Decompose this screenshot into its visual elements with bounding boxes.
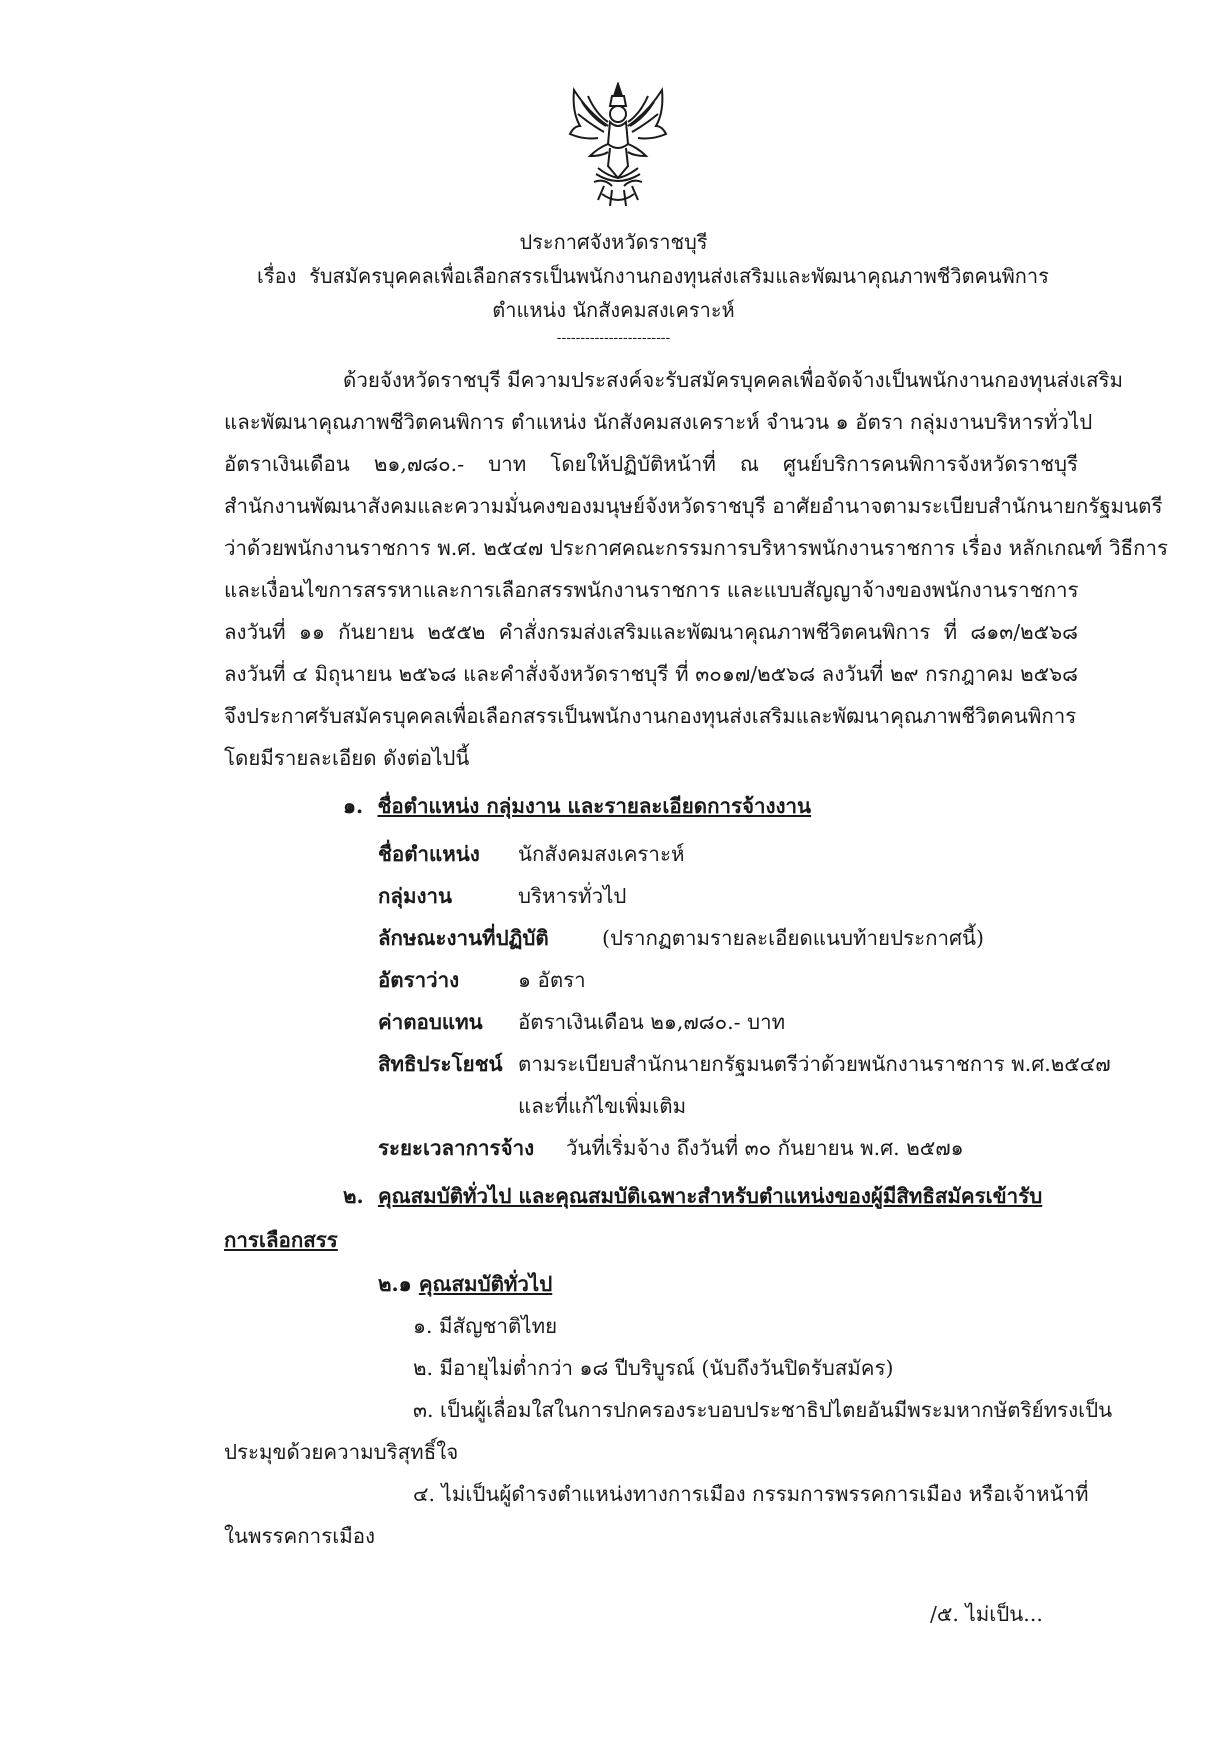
detail-value: อัตราเงินเดือน ๒๑,๗๘๐.- บาท — [518, 1010, 786, 1034]
detail-value: บริหารทั่วไป — [518, 884, 627, 908]
qualification-item-continued: ในพรรคการเมือง — [224, 1524, 376, 1548]
intro-line-4: สำนักงานพัฒนาสังคมและความมั่นคงของมนุษย์จังหวัดราชบุรี อาศัยอำนาจตามระเบียบสำนักนายกรัฐมนตรี — [224, 494, 1163, 518]
intro-line-3: อัตราเงินเดือน ๒๑,๗๘๐.- บาท โดยให้ปฏิบัติหน้าที่ ณ ศูนย์บริการคนพิการจังหวัดราชบุรี — [224, 452, 1078, 476]
detail-label: ระยะเวลาการจ้าง — [378, 1136, 535, 1160]
section2-title: คุณสมบัติทั่วไป และคุณสมบัติเฉพาะสำหรับตำแหน่งของผู้มีสิทธิสมัครเข้ารับ — [377, 1184, 1043, 1208]
subsection-number: ๒.๑ — [378, 1272, 412, 1296]
qualification-item: ๒. มีอายุไม่ต่ำกว่า ๑๘ ปีบริบูรณ์ (นับถึงวันปิดรับสมัคร) — [413, 1356, 894, 1380]
continued-marker: /๕. ไม่เป็น... — [930, 1602, 1043, 1626]
intro-line-10: โดยมีรายละเอียด ดังต่อไปนี้ — [224, 746, 470, 770]
detail-value: ๑ อัตรา — [518, 968, 586, 992]
detail-label: ค่าตอบแทน — [378, 1010, 483, 1034]
detail-value: นักสังคมสงเคราะห์ — [518, 842, 685, 866]
detail-label: อัตราว่าง — [378, 968, 460, 992]
detail-value-continued: และที่แก้ไขเพิ่มเติม — [518, 1094, 687, 1118]
qualification-item: ๓. เป็นผู้เลื่อมใสในการปกครองระบอบประชาธิปไตยอันมีพระมหากษัตริย์ทรงเป็น — [413, 1398, 1113, 1422]
detail-label: สิทธิประโยชน์ — [378, 1052, 503, 1076]
detail-label: กลุ่มงาน — [378, 884, 453, 908]
intro-line-2: และพัฒนาคุณภาพชีวิตคนพิการ ตำแหน่ง นักสังคมสงเคราะห์ จำนวน ๑ อัตรา กลุ่มงานบริหารทั่วไป — [224, 410, 1093, 434]
intro-line-1: ด้วยจังหวัดราชบุรี มีความประสงค์จะรับสมัครบุคคลเพื่อจัดจ้างเป็นพนักงานกองทุนส่งเสริม — [343, 368, 1124, 392]
subject-label: เรื่อง — [257, 264, 297, 288]
title-divider: ------------------------ — [556, 330, 671, 346]
subsection-heading — [378, 1268, 552, 1301]
detail-label: ลักษณะงานที่ปฏิบัติ — [378, 926, 549, 950]
detail-value: วันที่เริ่มจ้าง ถึงวันที่ ๓๐ กันยายน พ.ศ. ๒๕๗๑ — [566, 1136, 964, 1160]
section1-title: ชื่อตำแหน่ง กลุ่มงาน และรายละเอียดการจ้างงาน — [377, 794, 812, 818]
position-line: ตำแหน่ง นักสังคมสงเคราะห์ — [492, 298, 735, 322]
intro-line-5: ว่าด้วยพนักงานราชการ พ.ศ. ๒๕๔๗ ประกาศคณะกรรมการบริหารพนักงานราชการ เรื่อง หลักเกณฑ์ วิธีการ — [224, 536, 1169, 560]
section2-title-continued: การเลือกสรร — [224, 1228, 338, 1252]
intro-line-8: ลงวันที่ ๔ มิถุนายน ๒๕๖๘ และคำสั่งจังหวัดราชบุรี ที่ ๓๐๑๗/๒๕๖๘ ลงวันที่ ๒๙ กรกฎาคม ๒๕๖๘ — [224, 662, 1078, 686]
subject-line — [257, 260, 1049, 292]
detail-value: (ปรากฏตามรายละเอียดแนบท้ายประกาศนี้) — [602, 926, 985, 950]
subject-text: รับสมัครบุคคลเพื่อเลือกสรรเป็นพนักงานกองทุนส่งเสริมและพัฒนาคุณภาพชีวิตคนพิการ — [309, 264, 1049, 288]
intro-line-6: และเงื่อนไขการสรรหาและการเลือกสรรพนักงานราชการ และแบบสัญญาจ้างของพนักงานราชการ — [224, 578, 1079, 602]
garuda-emblem — [568, 82, 668, 210]
intro-line-7: ลงวันที่ ๑๑ กันยายน ๒๕๕๒ คำสั่งกรมส่งเสริมและพัฒนาคุณภาพชีวิตคนพิการ ที่ ๘๑๓/๒๕๖๘ — [224, 620, 1078, 644]
intro-line-9: จึงประกาศรับสมัครบุคคลเพื่อเลือกสรรเป็นพนักงานกองทุนส่งเสริมและพัฒนาคุณภาพชีวิตคนพิการ — [224, 704, 1077, 728]
detail-value: ตามระเบียบสำนักนายกรัฐมนตรีว่าด้วยพนักงานราชการ พ.ศ.๒๕๔๗ — [518, 1052, 1111, 1076]
announcement-title: ประกาศจังหวัดราชบุรี — [519, 230, 708, 254]
section1-number: ๑. — [343, 794, 364, 818]
qualification-item: ๔. ไม่เป็นผู้ดำรงตำแหน่งทางการเมือง กรรมการพรรคการเมือง หรือเจ้าหน้าที่ — [413, 1482, 1089, 1506]
section2-number: ๒. — [343, 1184, 364, 1208]
detail-label: ชื่อตำแหน่ง — [378, 842, 480, 866]
qualification-item-continued: ประมุขด้วยความบริสุทธิ์ใจ — [224, 1440, 459, 1464]
section1-heading — [343, 790, 811, 823]
qualification-item: ๑. มีสัญชาติไทย — [413, 1314, 558, 1338]
subsection-title: คุณสมบัติทั่วไป — [418, 1272, 553, 1296]
section2-heading — [343, 1180, 1042, 1213]
